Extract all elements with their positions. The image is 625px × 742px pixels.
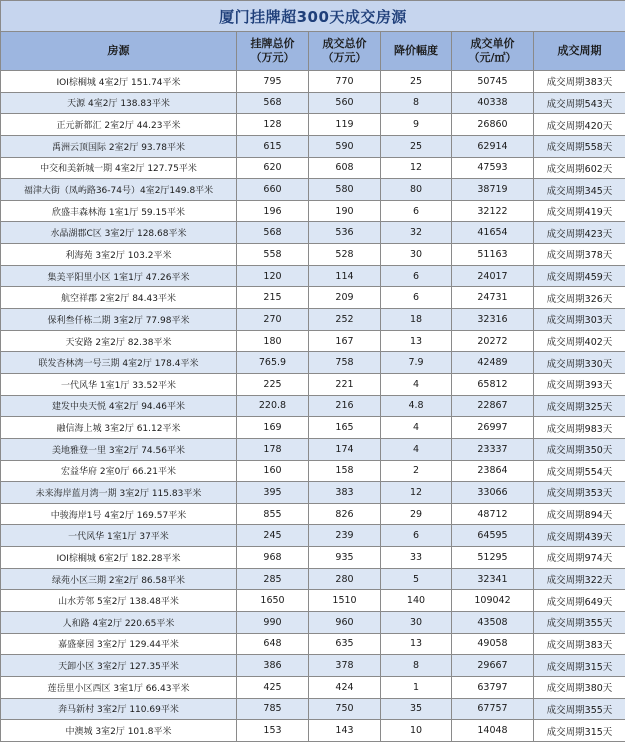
cell-price-cut: 6: [381, 287, 452, 309]
cell-unit-price: 51163: [452, 244, 534, 266]
table-row: [1, 438, 625, 460]
cell-listing: 联发杏林湾一号三期 4室2厅 178.4平米: [1, 352, 237, 374]
cell-deal-cycle: 成交周期353天: [534, 482, 625, 504]
header-deal-cycle: 成交周期: [534, 32, 625, 71]
table-row: [1, 200, 625, 222]
cell-deal-cycle: 成交周期974天: [534, 547, 625, 569]
cell-deal-cycle: 成交周期420天: [534, 114, 625, 136]
cell-deal-price: 221: [309, 373, 381, 395]
cell-deal-price: 280: [309, 568, 381, 590]
cell-list-price: 968: [237, 547, 309, 569]
cell-price-cut: 12: [381, 157, 452, 179]
cell-unit-price: 26997: [452, 417, 534, 439]
cell-unit-price: 47593: [452, 157, 534, 179]
cell-deal-cycle: 成交周期393天: [534, 373, 625, 395]
cell-deal-cycle: 成交周期543天: [534, 92, 625, 114]
cell-deal-cycle: 成交周期459天: [534, 265, 625, 287]
header-deal-price: 成交总价 （万元）: [309, 32, 381, 71]
cell-listing: IOI棕榈城 4室2厅 151.74平米: [1, 71, 237, 93]
cell-unit-price: 38719: [452, 179, 534, 201]
cell-unit-price: 63797: [452, 676, 534, 698]
cell-deal-cycle: 成交周期419天: [534, 200, 625, 222]
cell-listing: 保利叁仟栋二期 3室2厅 77.98平米: [1, 309, 237, 331]
cell-unit-price: 23337: [452, 438, 534, 460]
cell-listing: 天安路 2室2厅 82.38平米: [1, 330, 237, 352]
cell-list-price: 153: [237, 720, 309, 742]
cell-unit-price: 64595: [452, 525, 534, 547]
cell-price-cut: 29: [381, 503, 452, 525]
cell-deal-price: 770: [309, 71, 381, 93]
cell-list-price: 558: [237, 244, 309, 266]
table-row: [1, 698, 625, 720]
cell-deal-price: 1510: [309, 590, 381, 612]
cell-list-price: 180: [237, 330, 309, 352]
cell-deal-price: 424: [309, 676, 381, 698]
table-row: [1, 395, 625, 417]
cell-unit-price: 24017: [452, 265, 534, 287]
cell-price-cut: 30: [381, 612, 452, 634]
cell-list-price: 160: [237, 460, 309, 482]
table-row: [1, 309, 625, 331]
cell-unit-price: 67757: [452, 698, 534, 720]
table-row: [1, 265, 625, 287]
cell-list-price: 169: [237, 417, 309, 439]
cell-deal-cycle: 成交周期439天: [534, 525, 625, 547]
cell-price-cut: 6: [381, 265, 452, 287]
cell-unit-price: 32316: [452, 309, 534, 331]
cell-unit-price: 42489: [452, 352, 534, 374]
cell-deal-cycle: 成交周期345天: [534, 179, 625, 201]
cell-price-cut: 6: [381, 200, 452, 222]
table-row: [1, 720, 625, 742]
cell-unit-price: 32341: [452, 568, 534, 590]
header-row: [1, 32, 625, 71]
cell-listing: 正元新都汇 2室2厅 44.23平米: [1, 114, 237, 136]
table-row: [1, 633, 625, 655]
cell-list-price: 785: [237, 698, 309, 720]
cell-deal-cycle: 成交周期423天: [534, 222, 625, 244]
table-row: [1, 92, 625, 114]
cell-list-price: 620: [237, 157, 309, 179]
cell-deal-price: 209: [309, 287, 381, 309]
cell-listing: 欣盛丰森林海 1室1厅 59.15平米: [1, 200, 237, 222]
cell-unit-price: 62914: [452, 135, 534, 157]
cell-price-cut: 25: [381, 71, 452, 93]
cell-price-cut: 7.9: [381, 352, 452, 374]
cell-deal-cycle: 成交周期558天: [534, 135, 625, 157]
cell-listing: IOI棕榈城 6室2厅 182.28平米: [1, 547, 237, 569]
cell-unit-price: 33066: [452, 482, 534, 504]
cell-deal-price: 158: [309, 460, 381, 482]
cell-unit-price: 14048: [452, 720, 534, 742]
cell-list-price: 615: [237, 135, 309, 157]
cell-deal-cycle: 成交周期602天: [534, 157, 625, 179]
cell-deal-price: 935: [309, 547, 381, 569]
cell-deal-cycle: 成交周期554天: [534, 460, 625, 482]
cell-listing: 天卸小区 3室2厅 127.35平米: [1, 655, 237, 677]
table-body: [1, 71, 625, 742]
cell-price-cut: 9: [381, 114, 452, 136]
cell-price-cut: 25: [381, 135, 452, 157]
cell-price-cut: 5: [381, 568, 452, 590]
table-row: [1, 547, 625, 569]
cell-deal-price: 114: [309, 265, 381, 287]
cell-listing: 中澳城 3室2厅 101.8平米: [1, 720, 237, 742]
cell-list-price: 660: [237, 179, 309, 201]
cell-price-cut: 8: [381, 92, 452, 114]
cell-unit-price: 65812: [452, 373, 534, 395]
cell-price-cut: 33: [381, 547, 452, 569]
cell-listing: 美地雅登一里 3室2厅 74.56平米: [1, 438, 237, 460]
cell-list-price: 990: [237, 612, 309, 634]
table-row: [1, 373, 625, 395]
cell-list-price: 225: [237, 373, 309, 395]
table-row: [1, 676, 625, 698]
cell-list-price: 196: [237, 200, 309, 222]
cell-deal-cycle: 成交周期303天: [534, 309, 625, 331]
cell-deal-price: 635: [309, 633, 381, 655]
cell-price-cut: 140: [381, 590, 452, 612]
cell-price-cut: 13: [381, 330, 452, 352]
cell-deal-price: 174: [309, 438, 381, 460]
cell-deal-price: 216: [309, 395, 381, 417]
cell-list-price: 1650: [237, 590, 309, 612]
table-row: [1, 330, 625, 352]
cell-deal-cycle: 成交周期355天: [534, 698, 625, 720]
cell-listing: 天源 4室2厅 138.83平米: [1, 92, 237, 114]
cell-listing: 融信海上城 3室2厅 61.12平米: [1, 417, 237, 439]
cell-price-cut: 4: [381, 417, 452, 439]
cell-listing: 建发中央天悦 4室2厅 94.46平米: [1, 395, 237, 417]
table-row: [1, 114, 625, 136]
cell-deal-cycle: 成交周期383天: [534, 633, 625, 655]
cell-unit-price: 109042: [452, 590, 534, 612]
table-row: [1, 655, 625, 677]
table-row: [1, 612, 625, 634]
cell-list-price: 215: [237, 287, 309, 309]
cell-deal-cycle: 成交周期326天: [534, 287, 625, 309]
table-row: [1, 352, 625, 374]
cell-listing: 山水芳邻 5室2厅 138.48平米: [1, 590, 237, 612]
cell-unit-price: 51295: [452, 547, 534, 569]
cell-unit-price: 24731: [452, 287, 534, 309]
cell-list-price: 120: [237, 265, 309, 287]
table-row: [1, 135, 625, 157]
cell-price-cut: 4: [381, 438, 452, 460]
cell-deal-price: 758: [309, 352, 381, 374]
header-price-cut: 降价幅度: [381, 32, 452, 71]
cell-listing: 水晶湖郡C区 3室2厅 128.68平米: [1, 222, 237, 244]
cell-deal-cycle: 成交周期383天: [534, 71, 625, 93]
table-title: 厦门挂牌超300天成交房源: [1, 1, 625, 32]
cell-deal-price: 826: [309, 503, 381, 525]
cell-unit-price: 23864: [452, 460, 534, 482]
cell-price-cut: 10: [381, 720, 452, 742]
cell-listing: 奔马新村 3室2厅 110.69平米: [1, 698, 237, 720]
table-row: [1, 179, 625, 201]
cell-deal-price: 960: [309, 612, 381, 634]
cell-unit-price: 20272: [452, 330, 534, 352]
cell-deal-price: 190: [309, 200, 381, 222]
cell-listing: 莲岳里小区西区 3室1厅 66.43平米: [1, 676, 237, 698]
cell-deal-cycle: 成交周期325天: [534, 395, 625, 417]
cell-deal-cycle: 成交周期894天: [534, 503, 625, 525]
cell-price-cut: 30: [381, 244, 452, 266]
cell-list-price: 220.8: [237, 395, 309, 417]
cell-deal-price: 536: [309, 222, 381, 244]
cell-unit-price: 22867: [452, 395, 534, 417]
cell-listing: 嘉盛豪园 3室2厅 129.44平米: [1, 633, 237, 655]
table-row: [1, 460, 625, 482]
cell-deal-price: 590: [309, 135, 381, 157]
cell-deal-price: 750: [309, 698, 381, 720]
cell-listing: 禹洲云顶国际 2室2厅 93.78平米: [1, 135, 237, 157]
header-unit-price: 成交单价 （元/㎡）: [452, 32, 534, 71]
cell-listing: 福津大街（凤屿路36-74号）4室2厅149.8平米: [1, 179, 237, 201]
cell-list-price: 285: [237, 568, 309, 590]
cell-deal-price: 528: [309, 244, 381, 266]
cell-list-price: 270: [237, 309, 309, 331]
cell-unit-price: 50745: [452, 71, 534, 93]
cell-listing: 绿苑小区三期 2室2厅 86.58平米: [1, 568, 237, 590]
cell-price-cut: 1: [381, 676, 452, 698]
cell-unit-price: 49058: [452, 633, 534, 655]
table-row: [1, 590, 625, 612]
cell-price-cut: 6: [381, 525, 452, 547]
table-row: [1, 482, 625, 504]
cell-deal-cycle: 成交周期315天: [534, 655, 625, 677]
table-row: [1, 525, 625, 547]
cell-list-price: 245: [237, 525, 309, 547]
cell-price-cut: 2: [381, 460, 452, 482]
cell-price-cut: 8: [381, 655, 452, 677]
cell-price-cut: 18: [381, 309, 452, 331]
cell-listing: 一代风华 1室1厅 33.52平米: [1, 373, 237, 395]
cell-deal-cycle: 成交周期350天: [534, 438, 625, 460]
table-row: [1, 417, 625, 439]
cell-unit-price: 43508: [452, 612, 534, 634]
cell-deal-price: 252: [309, 309, 381, 331]
cell-price-cut: 80: [381, 179, 452, 201]
cell-deal-cycle: 成交周期355天: [534, 612, 625, 634]
cell-price-cut: 4.8: [381, 395, 452, 417]
cell-deal-price: 167: [309, 330, 381, 352]
cell-list-price: 568: [237, 92, 309, 114]
cell-price-cut: 32: [381, 222, 452, 244]
cell-deal-price: 560: [309, 92, 381, 114]
cell-deal-price: 119: [309, 114, 381, 136]
cell-deal-price: 143: [309, 720, 381, 742]
cell-deal-price: 608: [309, 157, 381, 179]
cell-deal-price: 378: [309, 655, 381, 677]
cell-list-price: 648: [237, 633, 309, 655]
cell-listing: 宏益华府 2室0厅 66.21平米: [1, 460, 237, 482]
cell-price-cut: 13: [381, 633, 452, 655]
table-row: [1, 568, 625, 590]
cell-list-price: 128: [237, 114, 309, 136]
cell-unit-price: 48712: [452, 503, 534, 525]
cell-listing: 一代风华 1室1厅 37平米: [1, 525, 237, 547]
cell-deal-cycle: 成交周期378天: [534, 244, 625, 266]
cell-deal-cycle: 成交周期322天: [534, 568, 625, 590]
table-row: [1, 244, 625, 266]
cell-list-price: 855: [237, 503, 309, 525]
cell-unit-price: 29667: [452, 655, 534, 677]
cell-deal-cycle: 成交周期983天: [534, 417, 625, 439]
cell-list-price: 386: [237, 655, 309, 677]
cell-deal-price: 580: [309, 179, 381, 201]
table-row: [1, 287, 625, 309]
cell-listing: 中骏海岸1号 4室2厅 169.57平米: [1, 503, 237, 525]
cell-unit-price: 32122: [452, 200, 534, 222]
cell-price-cut: 35: [381, 698, 452, 720]
cell-listing: 利海苑 3室2厅 103.2平米: [1, 244, 237, 266]
cell-price-cut: 4: [381, 373, 452, 395]
cell-deal-price: 383: [309, 482, 381, 504]
cell-list-price: 395: [237, 482, 309, 504]
cell-list-price: 178: [237, 438, 309, 460]
cell-unit-price: 40338: [452, 92, 534, 114]
cell-unit-price: 26860: [452, 114, 534, 136]
header-list-price: 挂牌总价 （万元）: [237, 32, 309, 71]
cell-listing: 航空祥郡 2室2厅 84.43平米: [1, 287, 237, 309]
cell-deal-cycle: 成交周期315天: [534, 720, 625, 742]
cell-list-price: 568: [237, 222, 309, 244]
table-row: [1, 71, 625, 93]
table-row: [1, 157, 625, 179]
table-row: [1, 222, 625, 244]
table-row: [1, 503, 625, 525]
cell-deal-price: 239: [309, 525, 381, 547]
cell-deal-cycle: 成交周期380天: [534, 676, 625, 698]
cell-listing: 集美平阳里小区 1室1厅 47.26平米: [1, 265, 237, 287]
cell-list-price: 765.9: [237, 352, 309, 374]
cell-deal-price: 165: [309, 417, 381, 439]
cell-list-price: 425: [237, 676, 309, 698]
cell-listing: 未来海岸蓝月湾一期 3室2厅 115.83平米: [1, 482, 237, 504]
cell-unit-price: 41654: [452, 222, 534, 244]
cell-price-cut: 12: [381, 482, 452, 504]
cell-deal-cycle: 成交周期649天: [534, 590, 625, 612]
cell-list-price: 795: [237, 71, 309, 93]
header-listing: 房源: [1, 32, 237, 71]
cell-deal-cycle: 成交周期402天: [534, 330, 625, 352]
cell-listing: 人和路 4室2厅 220.65平米: [1, 612, 237, 634]
cell-deal-cycle: 成交周期330天: [534, 352, 625, 374]
cell-listing: 中交和美新城一期 4室2厅 127.75平米: [1, 157, 237, 179]
